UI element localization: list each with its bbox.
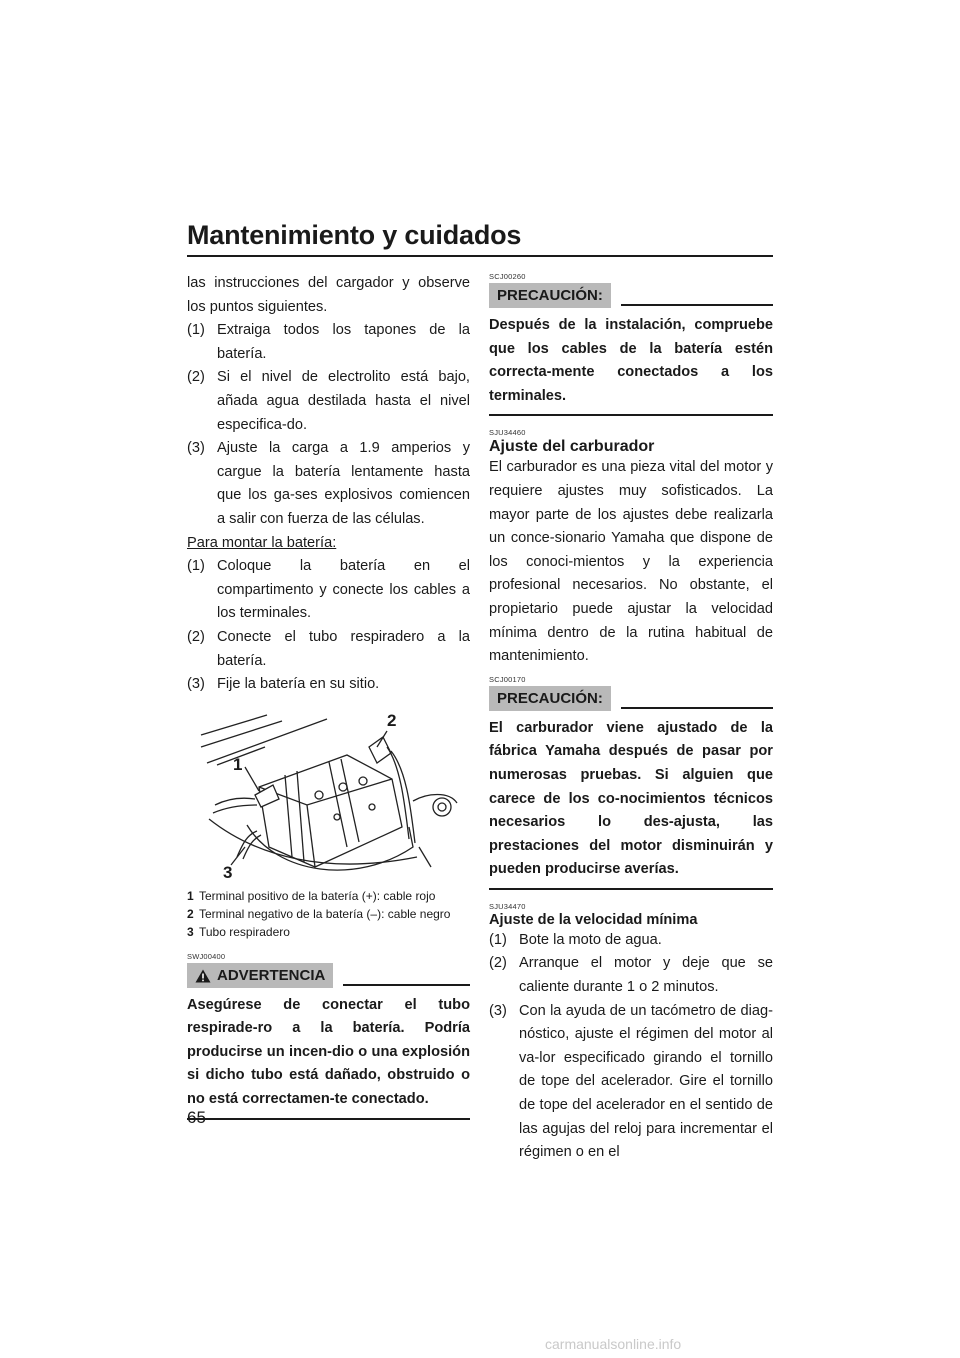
caution-box-1: [489, 272, 773, 416]
caption-item: [187, 889, 470, 904]
subsection-code: SJU34470: [489, 901, 526, 911]
step-number: (2): [489, 955, 507, 972]
step-number: (3): [489, 1002, 507, 1019]
caution-rule: [621, 304, 773, 306]
list-item: [489, 929, 773, 953]
idle-speed-section: [489, 902, 773, 1165]
step-text: Ajuste la carga a 1.9 amperios y cargue la batería lentamente hasta que los ga-ses explosivos comiencen a salir con fuerza de las células.: [217, 440, 470, 527]
title-rule: [187, 255, 773, 257]
caption-item: [187, 925, 470, 940]
list-item: [187, 673, 470, 697]
step-number: (2): [187, 369, 205, 386]
caution-badge: PRECAUCIÓN:: [489, 283, 611, 308]
footer-watermark: carmanualsonline.info: [545, 1336, 682, 1352]
warning-rule: [343, 984, 470, 986]
callout-2: 2: [387, 710, 397, 730]
page-number: 65: [187, 1108, 206, 1127]
warning-code: SWJ00400: [187, 951, 226, 961]
step-number: (3): [187, 440, 205, 457]
subsection-heading: Ajuste de la velocidad mínima: [489, 911, 698, 928]
caution-text: Después de la instalación, compruebe que los cables de la batería estén correcta-mente conectados a los terminales.: [489, 317, 773, 404]
section-code: SJU34460: [489, 428, 526, 438]
step-number: (2): [187, 628, 205, 645]
caption-item: [187, 907, 470, 922]
step-text: Coloque la batería en el compartimento y conecte los cables a los terminales.: [217, 558, 470, 622]
list-item: [187, 366, 470, 437]
caution-code: SCJ00260: [489, 272, 526, 281]
caption-text: Terminal negativo de la batería (–): cable negro: [199, 906, 451, 921]
left-column: [187, 272, 470, 1120]
warning-end-rule: [187, 1118, 470, 1120]
warning-header: [187, 963, 470, 988]
caution-badge: PRECAUCIÓN:: [489, 686, 611, 711]
section-heading: Ajuste del carburador: [489, 438, 655, 456]
caution-text: El carburador viene ajustado de la fábrica Yamaha después de pasar por numerosas pruebas. Si alguien que carece de los co-nocimientos técnicos necesarios lo des-ajusta, las prestaciones del motor disminuirán y pueden producirse averías.: [489, 719, 773, 878]
warning-box: [187, 952, 470, 1120]
caution-box-2: [489, 675, 773, 890]
warning-text: Asegúrese de conectar el tubo respirade-ro a la batería. Podría producirse un incen-dio o una explosión si dicho tubo está dañado, obstruido o no está correctamen-te conectado.: [187, 996, 470, 1108]
list-item: [187, 319, 470, 366]
step-number: (1): [187, 558, 205, 575]
carburetor-section: [489, 428, 773, 668]
list-item: [489, 1000, 773, 1165]
mount-steps: [187, 555, 470, 697]
caution-header: [489, 686, 773, 711]
step-text: Conecte el tubo respiradero a la batería.: [217, 628, 470, 669]
right-column: [489, 272, 773, 1165]
list-item: [187, 626, 470, 673]
step-number: (1): [489, 931, 507, 948]
battery-drawing: [187, 707, 470, 887]
step-number: (1): [187, 322, 205, 339]
caption-number: 1: [187, 888, 194, 903]
step-number: (3): [187, 676, 205, 693]
caution-code: SCJ00170: [489, 674, 526, 684]
step-text: Arranque el motor y deje que se caliente durante 1 o 2 minutos.: [519, 955, 773, 996]
step-text: Fije la batería en su sitio.: [217, 676, 380, 693]
caution-rule: [621, 707, 773, 709]
caution-header: [489, 283, 773, 308]
warning-badge: [187, 963, 333, 988]
step-text: Si el nivel de electrolito está bajo, añada agua destilada hasta el nivel especifica-do.: [217, 369, 470, 433]
battery-illustration: [187, 707, 470, 887]
list-item: [489, 952, 773, 999]
list-item: [187, 437, 470, 531]
caution-end-rule: [489, 414, 773, 416]
section-paragraph: El carburador es una pieza vital del motor y requiere ajustes muy sofisticados. La mayor parte de los ajustes debe realizarla un conce-sionario Yamaha que dispone de los conoci-mientos y la experiencia profesional necesarios. No obstante, el propietario puede ajustar la velocidad mínima dentro de la rutina habitual de mantenimiento.: [489, 459, 773, 665]
charge-steps: [187, 319, 470, 531]
page-title: Mantenimiento y cuidados: [187, 220, 522, 250]
callout-1: 1: [233, 754, 243, 774]
mount-heading: Para montar la batería:: [187, 534, 337, 551]
caption-text: Tubo respiradero: [199, 924, 290, 939]
caption-number: 3: [187, 924, 194, 939]
figure-caption: [187, 889, 470, 940]
intro-paragraph: las instrucciones del cargador y observe los puntos siguientes.: [187, 275, 470, 315]
step-text: Bote la moto de agua.: [519, 931, 662, 948]
caution-end-rule: [489, 888, 773, 890]
callout-3: 3: [223, 862, 233, 882]
list-item: [187, 555, 470, 626]
step-text: Con la ayuda de un tacómetro de diag-nóstico, ajuste el régimen del motor al va-lor especificado girando el tornillo de tope del acelerador. Gire el tornillo de tope del acelerador en el sentido de las agujas del reloj para incrementar el régimen o en el: [519, 1002, 773, 1161]
caption-number: 2: [187, 906, 194, 921]
step-text: Extraiga todos los tapones de la batería.: [217, 322, 470, 362]
warning-label: ADVERTENCIA: [217, 966, 326, 984]
caption-text: Terminal positivo de la batería (+): cable rojo: [199, 888, 436, 903]
warning-icon: [195, 969, 211, 983]
